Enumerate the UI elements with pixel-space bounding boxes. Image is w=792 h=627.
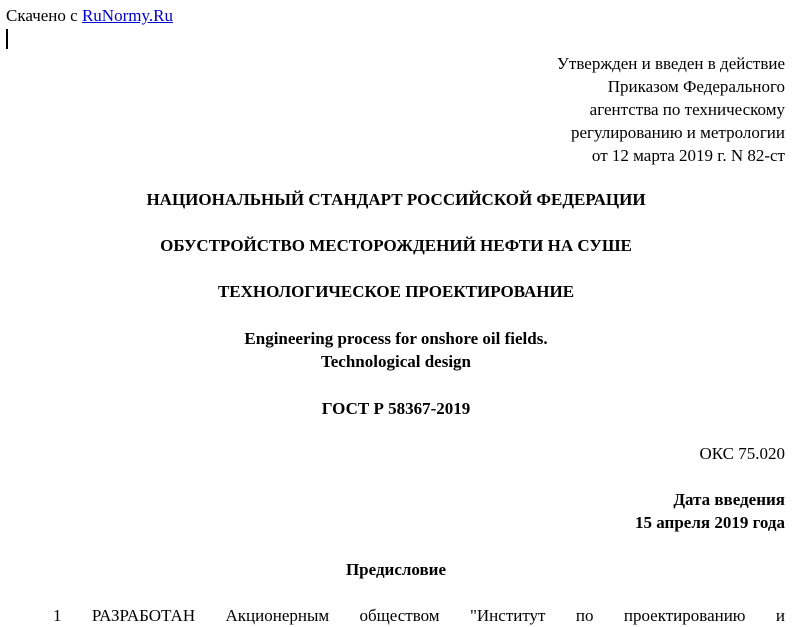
part-title: ТЕХНОЛОГИЧЕСКОЕ ПРОЕКТИРОВАНИЕ: [217, 282, 575, 301]
preface-paragraph: 1 РАЗРАБОТАН Акционерным обществом "Институт по проектированию и: [53, 606, 785, 625]
gost-code: ГОСТ Р 58367-2019: [321, 399, 471, 418]
source-prefix: Скачено с: [6, 6, 82, 25]
standard-title: НАЦИОНАЛЬНЫЙ СТАНДАРТ РОССИЙСКОЙ ФЕДЕРАЦИИ: [146, 190, 646, 209]
english-title: [0, 327, 792, 373]
source-link[interactable]: RuNormy.Ru: [81, 6, 173, 25]
approval-block: [557, 52, 785, 167]
approval-line: Приказом Федерального: [607, 77, 785, 96]
preface-heading: Предисловие: [345, 560, 447, 579]
approval-line: агентства по техническому: [589, 100, 785, 119]
approval-line: от 12 марта 2019 г. N 82-ст: [591, 146, 785, 165]
english-title-line: Technological design: [320, 352, 472, 371]
approval-line: регулированию и метрологии: [570, 123, 785, 142]
intro-date-value: 15 апреля 2019 года: [635, 513, 785, 532]
oks-code: ОКС 75.020: [699, 444, 785, 463]
subject-title: ОБУСТРОЙСТВО МЕСТОРОЖДЕНИЙ НЕФТИ НА СУШЕ: [160, 236, 632, 255]
text-cursor: [6, 29, 8, 49]
english-title-line: Engineering process for onshore oil fields.: [244, 329, 548, 348]
approval-line: Утвержден и введен в действие: [556, 54, 785, 73]
source-note: [6, 6, 173, 26]
intro-date-block: [635, 488, 785, 534]
intro-date-label: Дата введения: [673, 490, 785, 509]
